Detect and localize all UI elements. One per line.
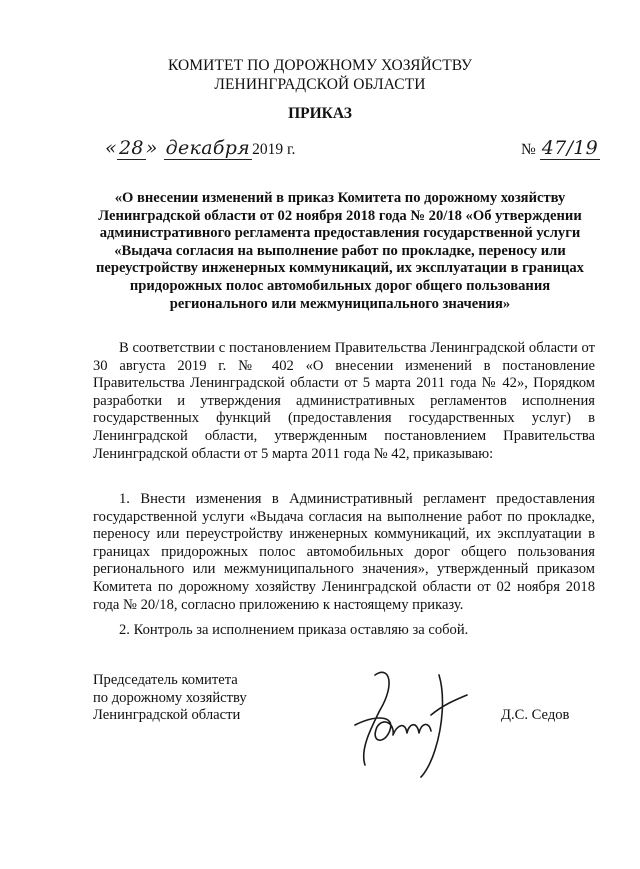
order-number <box>521 137 600 160</box>
signer-name: Д.С. Седов <box>501 707 570 723</box>
signer-title-line-2: по дорожному хозяйству <box>93 689 247 706</box>
date-day: 28 <box>118 137 144 159</box>
handwritten-signature <box>335 655 485 780</box>
date-close-quote: » <box>145 137 158 159</box>
committee-line-2: ЛЕНИНГРАДСКОЙ ОБЛАСТИ <box>214 76 426 93</box>
signer-title <box>93 672 247 725</box>
committee-line-1: КОМИТЕТ ПО ДОРОЖНОМУ ХОЗЯЙСТВУ <box>167 57 473 74</box>
order-date <box>105 137 295 160</box>
date-month: декабря <box>165 137 251 159</box>
order-title: ПРИКАЗ <box>288 105 352 122</box>
body-paragraph-1: В соответствии с постановлением Правительства Ленинградской области от 30 августа 2019 г. № 402 «О внесении изменений в постановление Правительства Ленинградской области от 5 марта 2011 года № 42», Порядком разработки и утверждения административных регламентов исполнения государственных функций (предоставления государственных услуг) в Ленинградской области, утвержденным постановлением Правительства Ленинградской области от 5 марта 2011 года № 42, приказываю: <box>93 340 595 462</box>
order-subject: «О внесении изменений в приказ Комитета по дорожному хозяйству Ленинградской области от 02 ноября 2018 года № 20/18 «Об утверждении административного регламента предоставления государственной услуги «Выдача согласия на выполнение работ по прокладке, переносу или переустройству инженерных коммуникаций, их эксплуатации в границах придорожных полос автомобильных дорог общего пользования регионального или межмуниципального значения» <box>96 190 584 312</box>
signer-title-line-3: Ленинградской области <box>93 707 241 724</box>
number-prefix: № <box>521 141 536 158</box>
signer-title-line-1: Председатель комитета <box>93 672 238 688</box>
date-year: 2019 г. <box>252 141 296 158</box>
body-paragraph-3: 2. Контроль за исполнением приказа оставляю за собой. <box>119 622 469 638</box>
committee-header <box>0 56 640 94</box>
body-paragraph-2: 1. Внести изменения в Административный регламент предоставления государственной услуги «Выдача согласия на выполнение работ по прокладке, переносу или переустройству инженерных коммуникаций, их эксплуатации в границах придорожных полос автомобильных дорог общего пользования регионального или межмуниципального значения», утвержденный приказом Комитета по дорожному хозяйству Ленинградской области от 02 ноября 2018 года № 20/18, согласно приложению к настоящему приказу. <box>93 491 595 613</box>
number-value: 47/19 <box>541 137 599 159</box>
date-open-quote: « <box>105 137 117 159</box>
